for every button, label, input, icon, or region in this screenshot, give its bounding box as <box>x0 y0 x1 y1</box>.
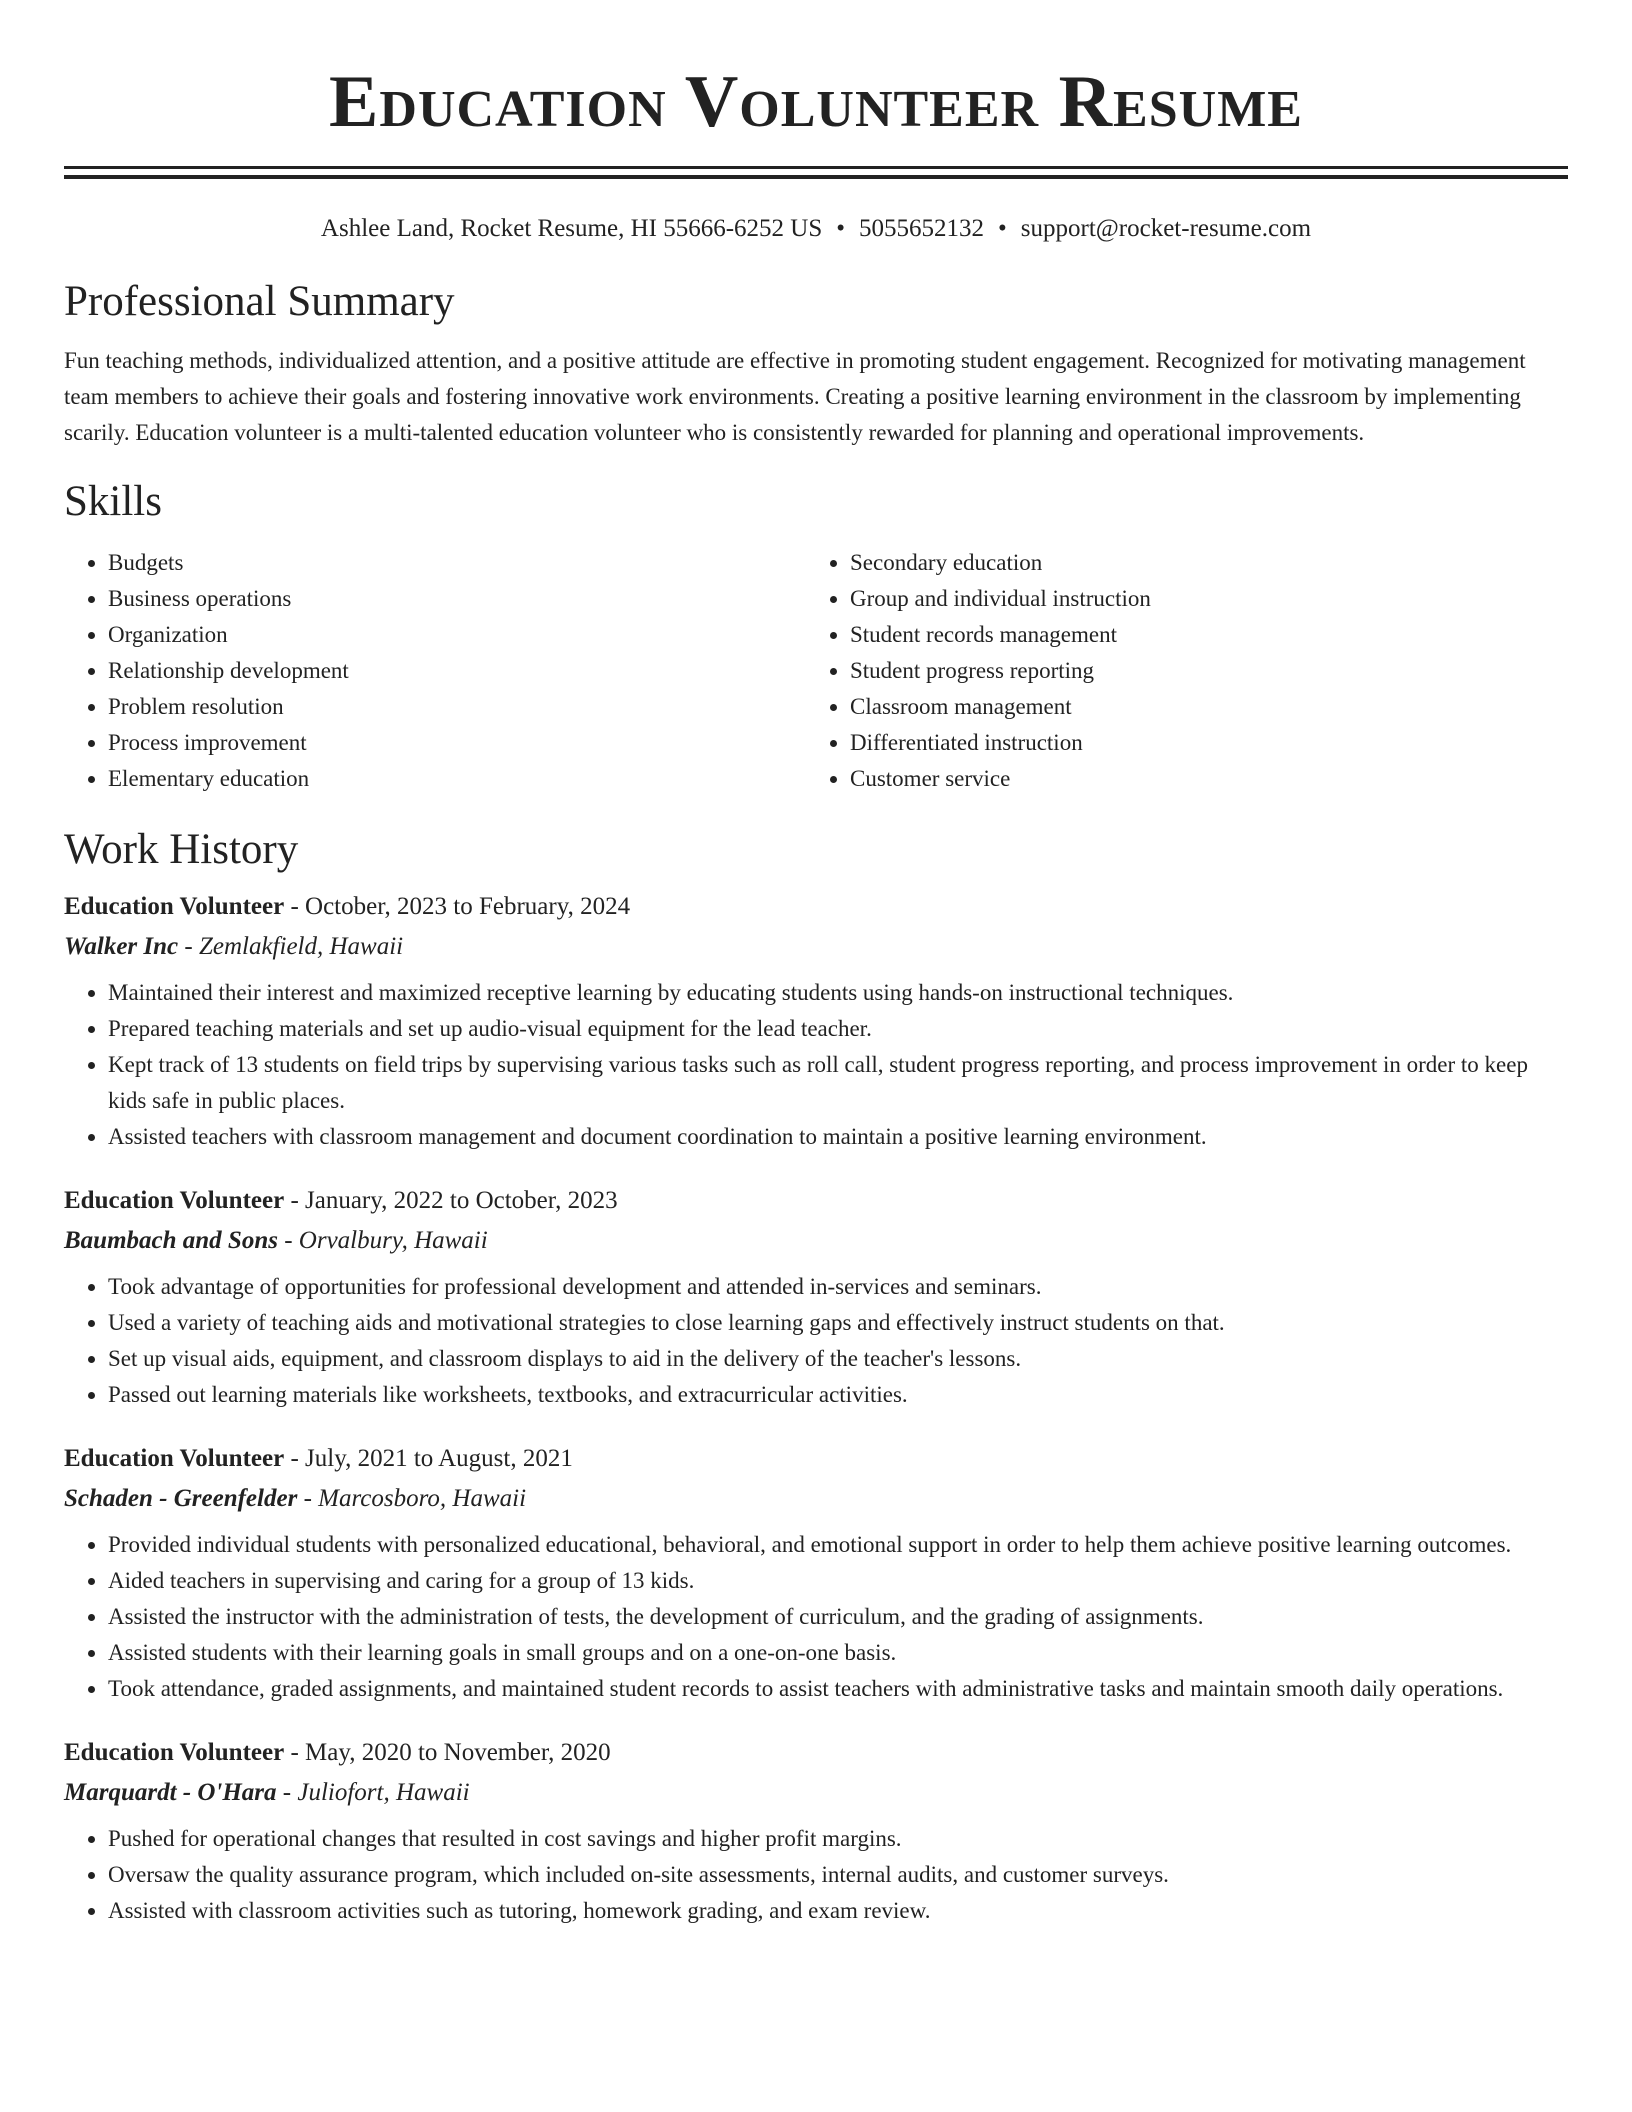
job-role: Education Volunteer <box>64 1187 285 1214</box>
job-bullet: • Kept track of 13 students on field trips by supervising various tasks such as roll call, student progress reporting, and process improvement in order to keep kids safe in public places. <box>108 1047 1568 1119</box>
job-header <box>64 1183 1568 1219</box>
skills-list <box>64 545 1568 797</box>
job-header <box>64 1441 1568 1477</box>
job-location: - Orvalbury, Hawaii <box>277 1227 488 1254</box>
job-role: Education Volunteer <box>64 893 285 920</box>
job-bullet: • Pushed for operational changes that resulted in cost savings and higher profit margins. <box>108 1821 1568 1857</box>
job-bullet: • Oversaw the quality assurance program, which included on-site assessments, internal audits, and customer surveys. <box>108 1857 1568 1893</box>
job-role: Education Volunteer <box>64 1739 285 1766</box>
contact-separator: • <box>836 215 845 242</box>
job-employer <box>64 929 1568 965</box>
contact-email: support@rocket-resume.com <box>1020 215 1312 242</box>
job-company: Walker Inc <box>64 933 179 960</box>
job-bullet: • Set up visual aids, equipment, and classroom displays to aid in the delivery of the teacher's lessons. <box>108 1341 1568 1377</box>
skills-heading: Skills <box>64 478 162 525</box>
skills-column-left <box>64 545 806 797</box>
job-entry <box>64 1441 1568 1707</box>
job-bullet: • Assisted with classroom activities such as tutoring, homework grading, and exam review. <box>108 1893 1568 1929</box>
contact-address: Ashlee Land, Rocket Resume, HI 55666-6252 US <box>320 215 823 242</box>
job-bullet: • Took advantage of opportunities for professional development and attended in-services and seminars. <box>108 1269 1568 1305</box>
skill-item: • Problem resolution <box>108 689 806 725</box>
skill-item: • Customer service <box>850 761 1550 797</box>
job-entry <box>64 1735 1568 1929</box>
job-entry <box>64 889 1568 1155</box>
skill-item: • Business operations <box>108 581 806 617</box>
job-location: - Juliofort, Hawaii <box>276 1779 470 1806</box>
skills-column-right <box>806 545 1550 797</box>
summary-heading: Professional Summary <box>64 278 455 325</box>
contact-separator: • <box>998 215 1007 242</box>
job-employer <box>64 1481 1568 1517</box>
job-bullets <box>64 1527 1568 1707</box>
job-bullet: • Maintained their interest and maximized receptive learning by educating students using hands-on instructional techniques. <box>108 975 1568 1011</box>
skill-item: • Relationship development <box>108 653 806 689</box>
skill-item: • Group and individual instruction <box>850 581 1550 617</box>
job-company: Marquardt - O'Hara <box>64 1779 277 1806</box>
job-location: - Marcosboro, Hawaii <box>297 1485 527 1512</box>
job-bullet: • Took attendance, graded assignments, and maintained student records to assist teachers with administrative tasks and maintain smooth daily operations. <box>108 1671 1568 1707</box>
job-bullets <box>64 975 1568 1155</box>
job-dates: - October, 2023 to February, 2024 <box>284 893 631 920</box>
job-dates: - July, 2021 to August, 2021 <box>284 1445 573 1472</box>
title-rule-top <box>64 166 1568 169</box>
job-bullet: • Prepared teaching materials and set up audio-visual equipment for the lead teacher. <box>108 1011 1568 1047</box>
title-rule-bottom <box>64 175 1568 179</box>
job-employer <box>64 1775 1568 1811</box>
skill-item: • Differentiated instruction <box>850 725 1550 761</box>
work-history-heading: Work History <box>64 826 299 873</box>
resume-title: Education Volunteer Resume <box>329 61 1303 143</box>
job-bullet: • Assisted the instructor with the administration of tests, the development of curriculum, and the grading of assignments. <box>108 1599 1568 1635</box>
job-role: Education Volunteer <box>64 1445 285 1472</box>
job-company: Schaden - Greenfelder <box>64 1485 298 1512</box>
job-company: Baumbach and Sons <box>64 1227 278 1254</box>
skill-item: • Student progress reporting <box>850 653 1550 689</box>
skill-item: • Budgets <box>108 545 806 581</box>
contact-line <box>64 213 1568 245</box>
job-employer <box>64 1223 1568 1259</box>
summary-text: Fun teaching methods, individualized attention, and a positive attitude are effective in promoting student engagement. Recognized for motivating management team members to achieve their goals and fostering innovative work environments. Creating a positive learning environment in the classroom by implementing scarily. Education volunteer is a multi-talented education volunteer who is consistently rewarded for planning and operational improvements. <box>64 348 1526 445</box>
job-dates: - January, 2022 to October, 2023 <box>284 1187 618 1214</box>
job-bullet: • Assisted students with their learning goals in small groups and on a one-on-one basis. <box>108 1635 1568 1671</box>
job-header <box>64 889 1568 925</box>
job-header <box>64 1735 1568 1771</box>
resume-page <box>64 0 1568 1929</box>
skill-item: • Secondary education <box>850 545 1550 581</box>
skill-item: • Classroom management <box>850 689 1550 725</box>
job-bullet: • Assisted teachers with classroom management and document coordination to maintain a positive learning environment. <box>108 1119 1568 1155</box>
skill-item: • Organization <box>108 617 806 653</box>
skill-item: • Process improvement <box>108 725 806 761</box>
job-bullet: • Passed out learning materials like worksheets, textbooks, and extracurricular activities. <box>108 1377 1568 1413</box>
skill-item: • Elementary education <box>108 761 806 797</box>
job-bullet: • Provided individual students with personalized educational, behavioral, and emotional support in order to help them achieve positive learning outcomes. <box>108 1527 1568 1563</box>
job-location: - Zemlakfield, Hawaii <box>178 933 404 960</box>
job-bullet: • Used a variety of teaching aids and motivational strategies to close learning gaps and effectively instruct students on that. <box>108 1305 1568 1341</box>
skill-item: • Student records management <box>850 617 1550 653</box>
job-bullets <box>64 1269 1568 1413</box>
job-bullet: • Aided teachers in supervising and caring for a group of 13 kids. <box>108 1563 1568 1599</box>
job-bullets <box>64 1821 1568 1929</box>
contact-phone: 5055652132 <box>859 215 984 242</box>
job-dates: - May, 2020 to November, 2020 <box>284 1739 611 1766</box>
job-entry <box>64 1183 1568 1413</box>
